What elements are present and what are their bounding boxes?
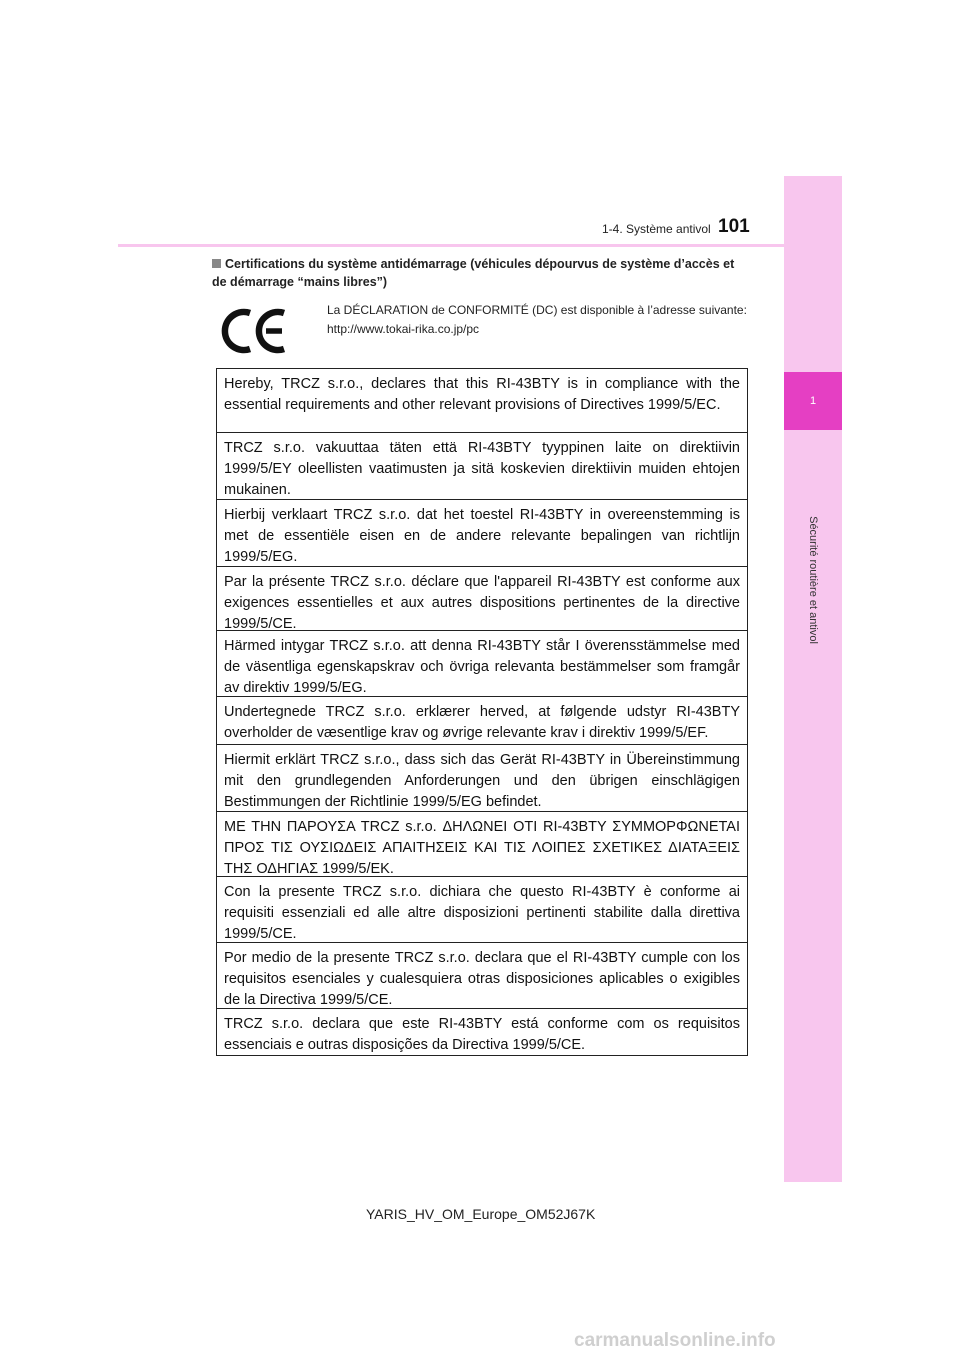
- section-title: 1-4. Système antivol: [602, 222, 711, 236]
- declaration-swedish: Härmed intygar TRCZ s.r.o. att denna RI-43BTY står I överensstämmelse med de väsentliga egenskapskrav och övriga relevanta bestämmelser som framgår av direktiv 1999/5/EG.: [217, 631, 747, 697]
- section-heading: [212, 255, 748, 291]
- declaration-spanish: Por medio de la presente TRCZ s.r.o. declara que el RI-43BTY cumple con los requisitos esenciales y cualesquiera otras disposiciones aplicables o exigibles de la Directiva 1999/5/CE.: [217, 943, 747, 1009]
- chapter-title-tab: [784, 430, 842, 730]
- section-heading-text: Certifications du système antidémarrage (véhicules dépourvus de système d’accès et de démarrage “mains libres”): [212, 257, 735, 289]
- declaration-italian: Con la presente TRCZ s.r.o. dichiara che questo RI-43BTY è conforme ai requisiti essenziali ed alle altre disposizioni pertinenti stabilite dalla direttiva 1999/5/CE.: [217, 877, 747, 943]
- square-bullet-icon: [212, 259, 221, 268]
- chapter-number: 1: [809, 395, 817, 407]
- chapter-number-tab: [784, 372, 842, 430]
- declaration-danish: Undertegnede TRCZ s.r.o. erklærer herved, at følgende udstyr RI-43BTY overholder de væsentlige krav og øvrige relevante krav i direktiv 1999/5/EF.: [217, 697, 747, 745]
- declaration-greek: ΜΕ ΤΗΝ ΠΑΡΟΥΣΑ TRCZ s.r.o. ΔΗΛΩΝΕΙ ΟΤΙ RI-43BTY ΣΥΜΜΟΡΦΩΝΕΤΑΙ ΠΡΟΣ ΤΙΣ ΟΥΣΙΩΔΕΙΣ ΑΠΑΙΤΗΣΕΙΣ ΚΑΙ ΤΙΣ ΛΟΙΠΕΣ ΣΧΕΤΙΚΕΣ ΔΙΑΤΑΞΕΙΣ ΤΗΣ ΟΔΗΓΙΑΣ 1999/5/ΕΚ.: [217, 812, 747, 877]
- declaration-english: Hereby, TRCZ s.r.o., declares that this RI-43BTY is in compliance with the essential requirements and other relevant provisions of Directives 1999/5/EC.: [217, 369, 747, 433]
- page-number: 101: [718, 216, 750, 237]
- chapter-title: Sécurité routière et antivol: [807, 516, 820, 644]
- document-code: YARIS_HV_OM_Europe_OM52J67K: [366, 1206, 596, 1222]
- declarations-table: [216, 368, 748, 1056]
- declaration-german: Hiermit erklärt TRCZ s.r.o., dass sich das Gerät RI-43BTY in Übereinstimmung mit den grundlegenden Anforderungen und den übrigen einschlägigen Bestimmungen der Richtlinie 1999/5/EG befindet.: [217, 745, 747, 812]
- ce-declaration-info: [327, 304, 749, 336]
- declaration-finnish: TRCZ s.r.o. vakuuttaa täten että RI-43BTY tyyppinen laite on direktiivin 1999/5/EY oleellisten vaatimusten ja sitä koskevien direktiivin muiden ehtojen mukainen.: [217, 433, 747, 500]
- ce-declaration-url: http://www.tokai-rika.co.jp/pc: [327, 322, 480, 336]
- ce-mark-icon: [220, 306, 290, 356]
- declaration-dutch: Hierbij verklaart TRCZ s.r.o. dat het toestel RI-43BTY in overeenstemming is met de essentiële eisen en de andere relevante bepalingen van richtlijn 1999/5/EG.: [217, 500, 747, 567]
- watermark: carmanualsonline.info: [574, 1330, 776, 1351]
- header-rule: [118, 244, 784, 247]
- declaration-french: Par la présente TRCZ s.r.o. déclare que l'appareil RI-43BTY est conforme aux exigences essentielles et aux autres dispositions pertinentes de la directive 1999/5/CE.: [217, 567, 747, 631]
- ce-declaration-text: La DÉCLARATION de CONFORMITÉ (DC) est disponible à l’adresse suivante:: [327, 303, 747, 317]
- declaration-portuguese: TRCZ s.r.o. declara que este RI-43BTY está conforme com os requisitos essenciais e outras disposições da Directiva 1999/5/CE.: [224, 1016, 740, 1053]
